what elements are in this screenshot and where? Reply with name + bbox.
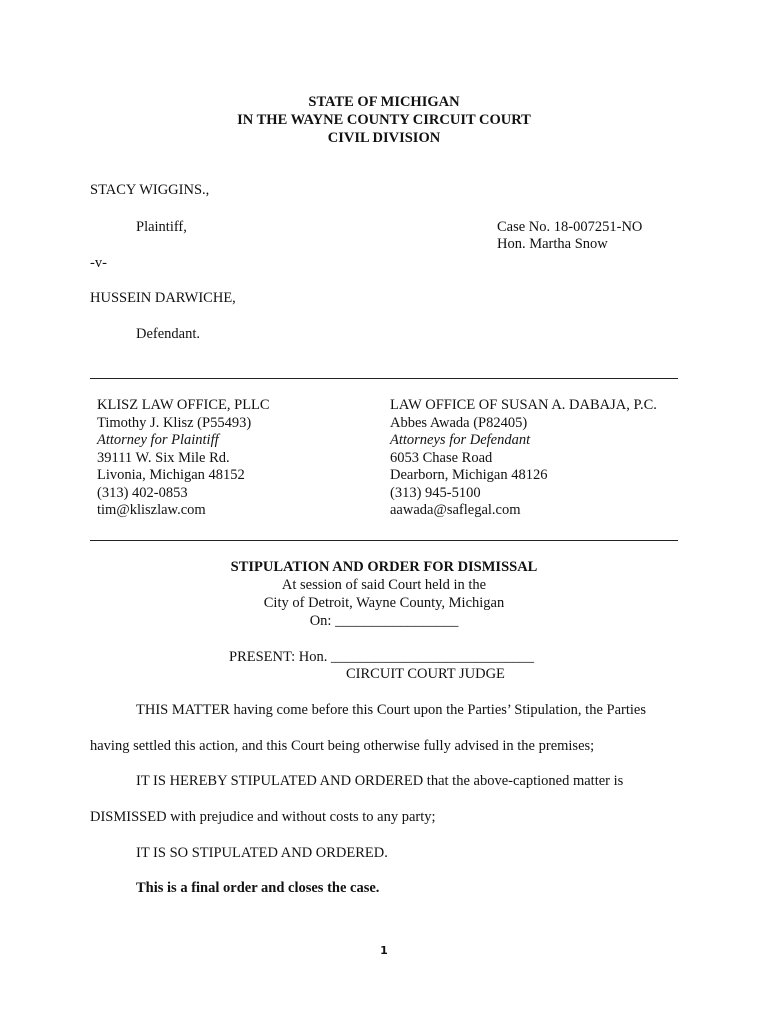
defendant-attorney: Abbes Awada (P82405) bbox=[390, 414, 528, 431]
plaintiff-firm: KLISZ LAW OFFICE, PLLC bbox=[97, 397, 270, 413]
versus: -v- bbox=[90, 255, 107, 271]
plaintiff-address2: Livonia, Michigan 48152 bbox=[97, 467, 245, 483]
defendant-firm: LAW OFFICE OF SUSAN A. DABAJA, P.C. bbox=[390, 397, 657, 413]
paragraph-1-line-1: THIS MATTER having come before this Court upon the Parties’ Stipulation, the Parties bbox=[136, 702, 646, 718]
judge-title: CIRCUIT COURT JUDGE bbox=[346, 666, 505, 682]
defendant-address1: 6053 Chase Road bbox=[390, 449, 493, 466]
final-order-statement: This is a final order and closes the case. bbox=[136, 880, 380, 896]
paragraph-2-line-2: DISMISSED with prejudice and without costs to any party; bbox=[90, 809, 436, 825]
defendant-address2: Dearborn, Michigan 48126 bbox=[390, 467, 548, 483]
paragraph-3: IT IS SO STIPULATED AND ORDERED. bbox=[136, 845, 388, 861]
defendant-phone: (313) 945-5100 bbox=[390, 484, 481, 501]
plaintiff-phone: (313) 402-0853 bbox=[97, 484, 188, 501]
session-line-2: City of Detroit, Wayne County, Michigan bbox=[263, 595, 505, 611]
plaintiff-attorney: Timothy J. Klisz (P55493) bbox=[97, 414, 252, 431]
paragraph-1-line-2: having settled this action, and this Court being otherwise fully advised in the premises; bbox=[90, 738, 595, 754]
case-number: Case No. 18-007251-NO bbox=[497, 219, 643, 235]
defendant-role: Defendant. bbox=[136, 326, 201, 342]
court-state: STATE OF MICHIGAN bbox=[308, 94, 460, 110]
page-number: 1 bbox=[380, 944, 388, 957]
plaintiff-role: Plaintiff, bbox=[136, 219, 187, 235]
paragraph-2-line-1: IT IS HEREBY STIPULATED AND ORDERED that the above-captioned matter is bbox=[136, 773, 624, 789]
session-date-line: On: _________________ bbox=[309, 613, 459, 629]
session-line-1: At session of said Court held in the bbox=[281, 577, 487, 593]
plaintiff-name: STACY WIGGINS., bbox=[90, 182, 210, 198]
defendant-attorney-role: Attorneys for Defendant bbox=[390, 432, 531, 448]
defendant-email: aawada@saflegal.com bbox=[390, 502, 521, 518]
divider-top bbox=[90, 378, 678, 379]
assigned-judge: Hon. Martha Snow bbox=[497, 236, 608, 252]
court-division: CIVIL DIVISION bbox=[327, 130, 441, 146]
plaintiff-email: tim@kliszlaw.com bbox=[97, 502, 206, 518]
divider-bottom bbox=[90, 540, 678, 541]
plaintiff-address1: 39111 W. Six Mile Rd. bbox=[97, 449, 230, 466]
defendant-name: HUSSEIN DARWICHE, bbox=[90, 290, 236, 306]
plaintiff-attorney-role: Attorney for Plaintiff bbox=[97, 432, 219, 448]
order-title: STIPULATION AND ORDER FOR DISMISSAL bbox=[230, 559, 538, 575]
present-judge-line: PRESENT: Hon. ____________________________ bbox=[229, 649, 534, 665]
court-name: IN THE WAYNE COUNTY CIRCUIT COURT bbox=[237, 112, 531, 128]
